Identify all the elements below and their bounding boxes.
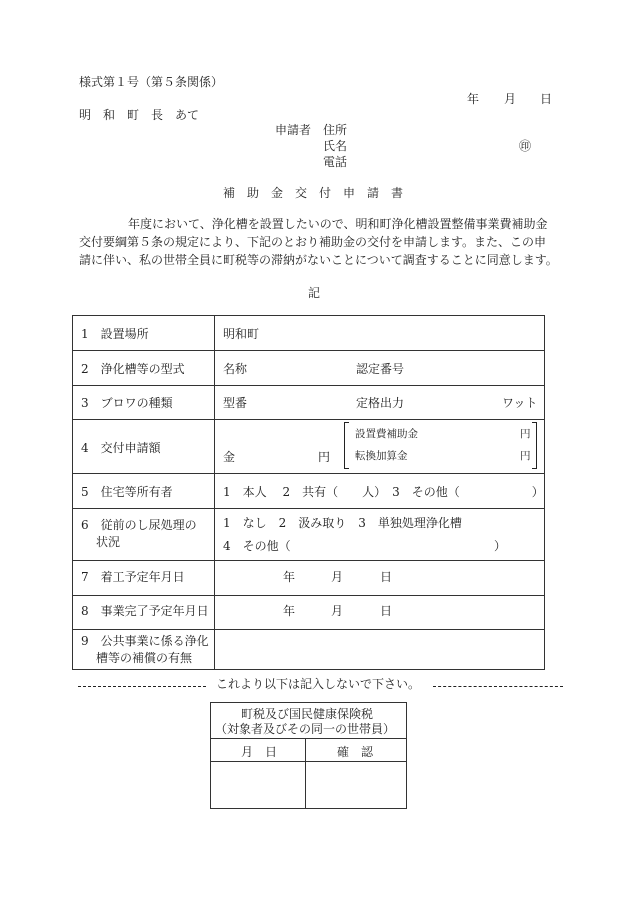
tax-box-col-confirm: 確 認 [337,745,374,759]
body-line-1: 年度において、浄化槽を設置したいので、明和町浄化槽設置整備事業費補助金 [128,217,548,231]
tax-box-divider [211,738,406,739]
row5-label: 5 住宅等所有者 [81,485,173,499]
sub1-label: 設置費補助金 [355,428,418,440]
row7-day: 日 [380,570,393,584]
row-divider [73,629,544,630]
row2-cert-label: 認定番号 [356,362,405,376]
row3-rated-label: 定格出力 [356,396,405,410]
sub1-yen: 円 [520,428,531,440]
date-year-label: 年 [467,92,480,106]
row-divider [73,473,544,474]
applicant-label: 申請者 [275,123,312,137]
address-label: 住所 [323,123,348,137]
ki-label: 記 [308,286,321,300]
right-bracket [532,422,537,469]
phone-label: 電話 [323,155,348,169]
row-divider [73,508,544,509]
row2-label: 2 浄化槽等の型式 [81,362,185,376]
row6-label-line1: 6 従前のし尿処理の [81,518,197,532]
date-month-label: 月 [504,92,517,106]
row6-options-line1: 1 なし 2 汲み取り 3 単独処理浄化槽 [223,516,462,530]
row4-yen: 円 [318,450,331,464]
row3-model-label: 型番 [223,396,248,410]
row-divider [73,595,544,596]
body-line-2: 交付要綱第５条の規定により、下記のとおり補助金の交付を申請します。また、この申 [79,235,547,249]
sub2-label: 転換加算金 [355,450,408,462]
name-label: 氏名 [323,139,348,153]
row8-label: 8 事業完了予定年月日 [81,604,209,618]
row7-label: 7 着工予定年月日 [81,570,185,584]
row-divider [73,385,544,386]
row7-year: 年 [283,570,296,584]
row6-options-close: ） [494,539,507,553]
row6-label-line2: 状況 [96,535,121,549]
row2-name-label: 名称 [223,362,248,376]
row4-label: 4 交付申請額 [81,441,161,455]
sub2-yen: 円 [520,450,531,462]
right-dashed-line [433,686,563,687]
row6-options-line2: 4 その他（ [223,539,291,553]
tax-box-divider [211,761,406,762]
form-number: 様式第１号（第５条関係） [79,75,224,89]
row3-label: 3 ブロワの種類 [81,396,173,410]
row8-year: 年 [283,604,296,618]
row1-value: 明和町 [223,327,260,341]
row8-month: 月 [331,604,344,618]
row3-watt-unit: ワット [502,396,538,410]
row-divider [73,419,544,420]
tax-box-title-line2: （対象者及びその同一の世帯員） [215,722,396,736]
row-divider [73,350,544,351]
row9-label-line2: 槽等の補償の有無 [96,651,193,665]
row7-month: 月 [331,570,344,584]
row5-options: 1 本人 2 共有（ 人） 3 その他（ ） [223,485,544,499]
left-dashed-line [78,686,206,687]
tax-box-title-line1: 町税及び国民健康保険税 [241,707,374,721]
row9-label-line1: 9 公共事業に係る浄化 [81,634,209,648]
row8-day: 日 [380,604,393,618]
tax-box-col-date: 月 日 [241,745,278,759]
left-bracket [344,422,349,469]
notice-text: これより以下は記入しないで下さい。 [216,677,421,691]
table-column-divider [214,316,215,669]
page-title: 補 助 金 交 付 申 請 書 [223,186,404,200]
row1-label: 1 設置場所 [81,327,149,341]
addressee: 明 和 町 長 あて [79,108,200,122]
row-divider [73,560,544,561]
row4-kin: 金 [223,450,236,464]
date-day-label: 日 [540,92,553,106]
seal-mark: ㊞ [519,139,532,153]
tax-box-column-divider [305,738,306,808]
body-line-3: 請に伴い、私の世帯全員に町税等の滞納がないことについて調査することに同意します。 [79,253,558,267]
